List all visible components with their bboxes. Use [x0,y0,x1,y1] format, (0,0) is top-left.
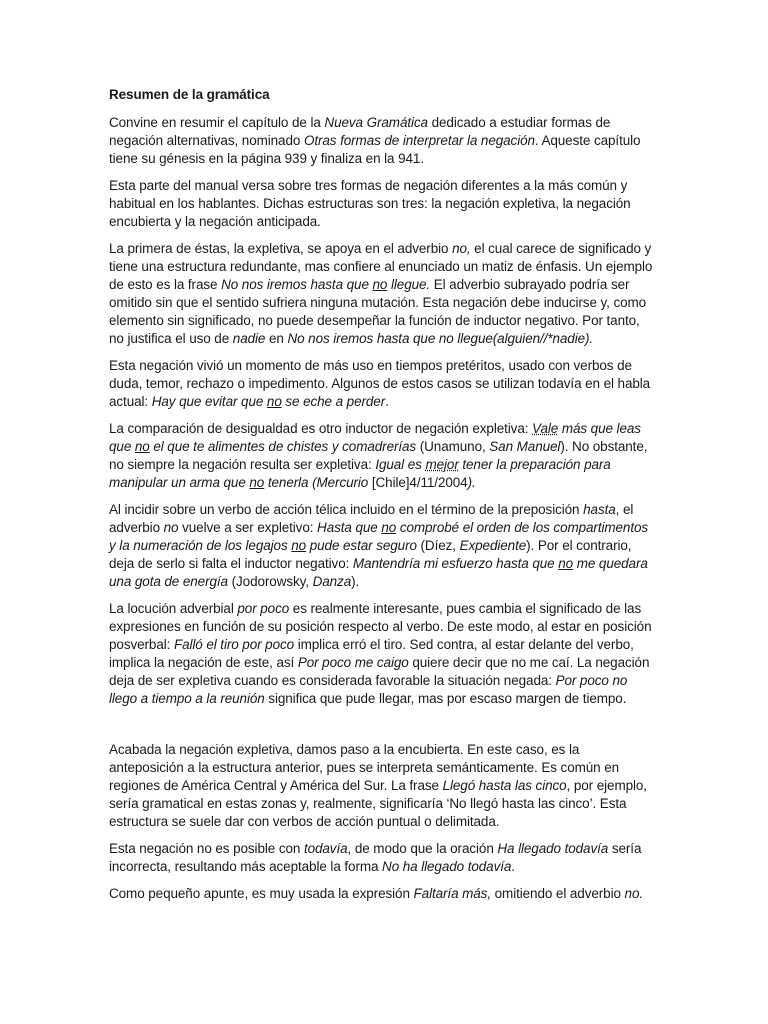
paragraph-accion-telica [109,501,657,591]
text-run: no [558,556,574,571]
text-run: Esta negación vivió un momento de más uso en tiempos pretéritos, usado con verbos de duda, temor, rechazo o impedimento. Algunos de estos casos se utilizan todavía en el habla actual: [109,358,651,409]
text-run: Esta parte del manual versa sobre tres formas de negación diferentes a la más común y habitual en los hablantes. Dichas estructuras son tres: la negación expletiva, la negación encubierta y la negación anticipada. [109,178,631,229]
text-run: no. [624,886,643,901]
text-run: no, [452,241,471,256]
text-run: Hasta que [317,520,382,535]
text-run: más que leas que [109,421,641,454]
text-run: sería incorrecta, resultando más aceptable la forma [109,841,642,874]
text-run: Vale [532,421,559,436]
paragraph-intro [109,114,657,168]
text-run: La comparación de desigualdad es otro inductor de negación expletiva: [109,421,533,436]
text-run: El adverbio subrayado podría ser omitido sin que el sentido sufriera ninguna mutación. Esta negación debe inducirse y, como elemento sin significado, no puede desempeñar la función de inductor negativo. Por tanto, no justifica el uso de [109,277,647,346]
text-run: significa que pude llegar, mas por escaso margen de tiempo. [264,691,627,706]
text-run: San Manuel [489,439,561,454]
text-run: Mantendría mi esfuerzo hasta que [352,556,559,571]
text-run: Como pequeño apunte, es muy usada la expresión [109,886,414,901]
text-run: quiere decir que no me caí. La negación deja de ser expletiva cuando es considerada favorable la situación negada: [109,655,650,688]
text-run: La primera de éstas, la expletiva, se apoya en el adverbio [109,241,453,256]
text-run: Hay que evitar que [151,394,267,409]
text-run: Nueva Gramática [324,115,428,130]
text-run: no [291,538,307,553]
text-run: no [249,475,265,490]
text-run: Por poco no llego a tiempo a la reunión [109,673,628,706]
text-run: Ha llegado todavía [497,841,609,856]
text-run: ). Por el contrario, deja de serlo si falta el inductor negativo: [109,538,632,571]
text-run: el que te alimentes de chistes y comadrerías [149,439,417,454]
text-run: tenerla (Mercurio [264,475,372,490]
paragraph-overview [109,177,657,231]
paragraph-comparacion [109,420,657,492]
text-run: comprobé el orden de los compartimentos y la numeración de los legajos [109,520,649,553]
text-run: no [381,520,397,535]
text-run: no [163,520,179,535]
text-run: Otras formas de interpretar la negación [303,133,535,148]
text-run: ). No obstante, no siempre la negación resulta ser expletiva: [109,439,648,472]
text-run: llegue. [387,277,431,292]
text-run: no [266,394,282,409]
document-page [109,86,657,912]
text-run: es realmente interesante, pues cambia el significado de las expresiones en función de su posición respecto al verbo. De este modo, al estar en posición posverbal: [109,601,652,652]
text-run: no [372,277,388,292]
text-run: me quedara una gota de energía [109,556,648,589]
text-run: . [385,394,389,409]
text-run: el cual carece de significado y tiene una estructura redundante, mas confiere al enunciado un matiz de énfasis. Un ejemplo de esto es la frase [109,241,653,292]
text-run: Faltaría más, [413,886,491,901]
text-run: pude estar seguro [306,538,417,553]
text-run: en [265,331,288,346]
text-run: [Chile]4/11/2004 [371,475,468,490]
text-run: ). [351,574,360,589]
text-run: Danza [312,574,352,589]
text-run: Falló el tiro por poco [173,637,295,652]
text-run: , de modo que la oración [347,841,498,856]
text-run: se eche a perder [281,394,386,409]
paragraph-uso-historico [109,357,657,411]
text-run: Esta negación no es posible con [109,841,304,856]
text-run: mejor [425,457,459,472]
paragraph-por-poco [109,600,657,708]
text-run: La locución adverbial [109,601,238,616]
text-run: Expediente [459,538,527,553]
text-run: Igual es [375,457,426,472]
text-run: No ha llegado todavía [382,859,512,874]
text-run: implica erró el tiro. Sed contra, al estar delante del verbo, implica la negación de este, así [109,637,634,670]
text-run: , por ejemplo, sería gramatical en estas zonas y, realmente, significaría ‘No llegó hasta las cinco’. Esta estructura se suele dar con verbos de acción puntual o delimitada. [109,778,647,829]
text-run: no [134,439,150,454]
text-run: ). [467,475,476,490]
text-run: por poco [237,601,290,616]
text-run: hasta [583,502,616,517]
text-run: . [511,859,515,874]
text-run: Llegó hasta las cinco [442,778,567,793]
text-run: nadie [232,331,266,346]
paragraph-encubierta [109,741,657,831]
text-run: todavía [303,841,348,856]
text-run: (Unamuno, [416,439,490,454]
text-run: tener la preparación para manipular un arma que [109,457,611,490]
paragraph-todavia [109,840,657,876]
text-run: vuelve a ser expletivo: [178,520,318,535]
text-run: (Jodorowsky, [227,574,313,589]
text-run: Por poco me caigo [297,655,409,670]
text-run: omitiendo el adverbio [491,886,625,901]
text-run: dedicado a estudiar formas de negación alternativas, nominado [109,115,611,148]
document-title: Resumen de la gramática [109,87,270,102]
paragraph-expletiva [109,240,657,348]
text-run: Al incidir sobre un verbo de acción télica incluido en el término de la preposición [109,502,584,517]
text-run: Convine en resumir el capítulo de la [109,115,325,130]
text-run: , el adverbio [109,502,634,535]
text-run: (Díez, [416,538,460,553]
text-run: Acabada la negación expletiva, damos paso a la encubierta. En este caso, es la anteposición a la estructura anterior, pues se interpreta semánticamente. Es común en regiones de América Central y América del Sur. La frase [109,742,620,793]
text-run: No nos iremos hasta que no llegue(alguien//*nadie). [287,331,594,346]
text-run: . Aqueste capítulo tiene su génesis en la página 939 y finaliza en la 941. [109,133,641,166]
paragraph-faltaria-mas [109,885,657,903]
text-run: No nos iremos hasta que [221,277,373,292]
